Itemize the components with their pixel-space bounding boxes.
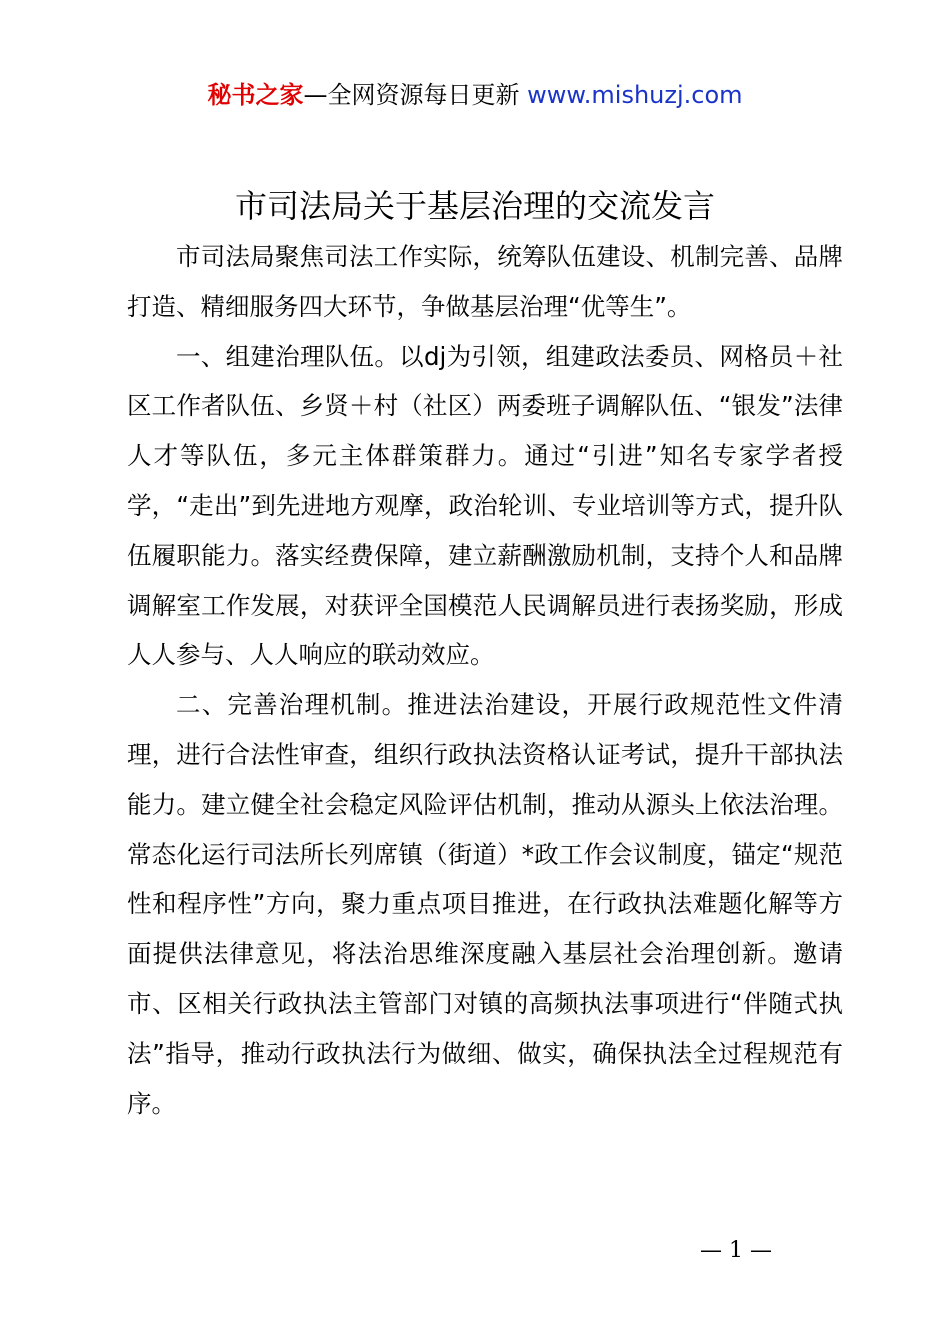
intro-paragraph: 市司法局聚焦司法工作实际，统筹队伍建设、机制完善、品牌打造、精细服务四大环节，争做基层治理“优等生”。 [127,242,843,321]
site-header [0,78,950,112]
document-title: 市司法局关于基层治理的交流发言 [234,187,715,225]
brand-name: 秘书之家 [207,81,304,109]
header-slogan: —全网资源每日更新 [303,81,520,109]
section-two-paragraph: 二、完善治理机制。推进法治建设，开展行政规范性文件清理，进行合法性审查，组织行政执法资格认证考试，提升干部执法能力。建立健全社会稳定风险评估机制，推动从源头上依法治理。常态化运行司法所长列席镇（街道）*政工作会议制度，锚定“规范性和程序性”方向，聚力重点项目推进，在行政执法难题化解等方面提供法律意见，将法治思维深度融入基层社会治理创新。邀请市、区相关行政执法主管部门对镇的高频执法事项进行“伴随式执法”指导，推动行政执法行为做细、做实，确保执法全过程规范有序。 [127,690,843,1118]
document-body [127,232,843,1128]
site-url-link[interactable]: www.mishuzj.com [527,81,743,109]
section-one-paragraph: 一、组建治理队伍。以dj为引领，组建政法委员、网格员＋社区工作者队伍、乡贤＋村（社区）两委班子调解队伍、“银发”法律人才等队伍，多元主体群策群力。通过“引进”知名专家学者授学，“走出”到先进地方观摩，政治轮训、专业培训等方式，提升队伍履职能力。落实经费保障，建立薪酬激励机制，支持个人和品牌调解室工作发展，对获评全国模范人民调解员进行表扬奖励，形成人人参与、人人响应的联动效应。 [127,341,843,670]
page-number: — 1 — [700,1238,772,1263]
